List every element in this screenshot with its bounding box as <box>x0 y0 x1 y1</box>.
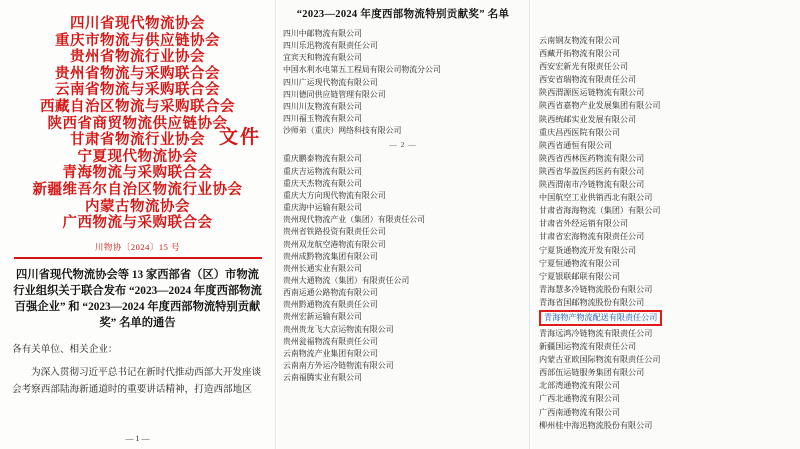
org-line: 甘肃省物流行业协会 <box>70 132 205 149</box>
list-item: 四川德同供应链管理有限公司 <box>283 89 386 99</box>
list-item: 西安省瑞物流有限责任公司 <box>539 75 637 85</box>
list-item: 云南南方外运冷链物流有限公司 <box>283 361 394 371</box>
page-separator: — 2 — <box>389 140 417 150</box>
list-item: 宜宾天和物流有限公司 <box>283 53 362 63</box>
list-item: 宁夏银联邮联有限公司 <box>539 271 620 281</box>
list-item: 重庆海中运输有限公司 <box>283 203 362 213</box>
org-line: 重庆市物流与供应链协会 <box>55 32 220 49</box>
list-item: 四川广运现代物流有限公司 <box>283 77 378 87</box>
list-item: 内蒙古亚欧国际物流有限责任公司 <box>539 355 661 365</box>
highlighted-company-name: 青海物产物流配送有限责任公司 <box>539 310 662 326</box>
org-line: 内蒙古物流协会 <box>85 198 190 215</box>
org-line: 贵州省物流行业协会 <box>70 49 205 66</box>
list-item: 西安宏新光有限责任公司 <box>539 62 629 72</box>
list-item: 重庆大方向现代物流有限公司 <box>283 190 386 200</box>
list-item: 甘肃省宏海物流有限责任公司 <box>539 232 645 242</box>
list-item: 西藏开拓物流有限公司 <box>539 49 620 59</box>
body-paragraph: 为深入贯彻习近平总书记在新时代推动西部大开发座谈会考察西部陆海新通道时的重要讲话精神，打造西部地区 <box>12 366 262 395</box>
list-item: 青海省国邮物流股份有限公司 <box>539 297 645 307</box>
highlighted-list-item-row <box>539 309 792 327</box>
list-item: 陕西省西林医药物流有限公司 <box>539 153 645 163</box>
list-item: 贵州宏新运输有限公司 <box>283 312 362 322</box>
list-item: 贵州长通实业有限公司 <box>283 263 362 273</box>
middle-document-panel <box>277 0 530 449</box>
list-item: 贵州双龙航空港物流有限公司 <box>283 239 386 249</box>
org-line: 陕西省商贸物流供应链协会 <box>47 115 228 132</box>
list-item: 重庆吉运物流有限公司 <box>283 166 362 176</box>
company-list-group-two <box>283 153 523 384</box>
list-item: 重庆天杰物流有限公司 <box>283 178 362 188</box>
list-item: 新疆国运物流有限责任公司 <box>539 342 637 352</box>
left-document-panel <box>0 0 276 449</box>
list-item: 四川中邮物流有限公司 <box>283 29 362 38</box>
list-item: 云南福腾实业有限公司 <box>283 373 362 383</box>
red-divider-line <box>14 257 262 259</box>
list-item: 柳州桂中海迅物流股份有限公司 <box>539 420 653 430</box>
list-item: 贵州现代物流产业（集团）有限责任公司 <box>283 215 426 225</box>
org-line: 宁夏现代物流协会 <box>77 148 198 165</box>
list-item: 广西北通物流有限公司 <box>539 394 620 404</box>
list-item: 陕西省华盈医药医药有限公司 <box>539 166 645 176</box>
list-item: 贵州成黔物流集团有限公司 <box>283 251 378 261</box>
list-item: 陕西渭源医运链物流有限公司 <box>539 88 645 98</box>
right-document-panel <box>531 0 800 449</box>
list-item: 重庆昌西医院有限公司 <box>539 127 620 137</box>
list-item: 中国航空工业供销西北有限公司 <box>539 193 653 203</box>
list-item: 贵州黔通物流有限责任公司 <box>283 300 378 310</box>
list-item: 北部湾通物流有限公司 <box>539 381 620 391</box>
org-line: 四川省现代物流协会 <box>70 16 205 32</box>
org-line: 云南省物流与采购联合会 <box>55 82 220 99</box>
list-item: 陕西渭南市冷链物流有限公司 <box>539 180 645 190</box>
list-item: 广西南通物流有限公司 <box>539 407 620 417</box>
org-line: 广西物流与采购联合会 <box>62 215 213 232</box>
list-item: 四川乐迅物流有限责任公司 <box>283 41 378 51</box>
list-item: 沙师弟（重庆）网络科技有限公司 <box>283 126 402 136</box>
org-line: 西藏自治区物流与采购联合会 <box>40 98 235 115</box>
list-item: 重庆鹏泰物流有限公司 <box>283 154 362 164</box>
document-title: 四川省现代物流协会等 13 家西部省（区）市物流行业组织关于联合发布 “2023—2024 年度西部物流百强企业” 和 “2023—2024 年度西部物流特别贡献奖” 名单的通告 <box>13 268 262 329</box>
list-item: 四川川友物流有限公司 <box>283 101 362 111</box>
list-item: 青海远鸿冷链物流有限责任公司 <box>539 328 653 338</box>
list-item: 西南运通公路物流有限公司 <box>283 288 378 298</box>
body-salutation: 各有关单位、相关企业： <box>12 343 118 355</box>
document-body <box>8 341 267 398</box>
company-list-right <box>539 4 792 432</box>
list-item: 云南物流产业集团有限公司 <box>283 348 378 358</box>
list-item: 中国水利水电第五工程局有限公司物流分公司 <box>283 65 441 75</box>
list-item: 西部伍运链服务集团有限公司 <box>539 368 645 378</box>
list-item: 宁夏货通物流开发有限公司 <box>539 245 637 255</box>
document-number: 川物协〔2024〕15 号 <box>94 241 181 252</box>
list-item: 贵州瓮福物流有限责任公司 <box>283 336 378 346</box>
org-line: 贵州省物流与采购联合会 <box>55 65 220 82</box>
list-item: 青海慧多冷链物流股份有限公司 <box>539 284 653 294</box>
list-item: 四川福玉物流有限公司 <box>283 114 362 124</box>
list-item: 甘肃省海海物流（集团）有限公司 <box>539 206 661 216</box>
list-item: 宁夏恒通物流有限公司 <box>539 258 620 268</box>
list-item: 陕西统邮实业发展有限公司 <box>539 114 637 124</box>
list-item: 甘肃省外经运销有限公司 <box>539 219 629 229</box>
list-item: 贵州省铁路投资有限责任公司 <box>283 227 386 237</box>
org-line: 青海物流与采购联合会 <box>62 165 213 182</box>
list-item: 贵州贵龙飞大京运物流有限公司 <box>283 324 394 334</box>
page-number: — 1 — <box>125 434 150 443</box>
list-item: 陕西省嘉物产业发展集团有限公司 <box>539 101 661 111</box>
org-line: 新疆维吾尔自治区物流行业协会 <box>32 181 243 198</box>
wenjian-label: 文件 <box>218 127 261 148</box>
list-item: 贵州大通物流（集团）有限责任公司 <box>283 275 410 285</box>
award-list-title: “2023—2024 年度西部物流特别贡献奖” 名单 <box>296 9 510 20</box>
list-item: 陕西省通恒有限公司 <box>539 140 612 150</box>
list-item: 云南钢友物流有限公司 <box>539 36 620 45</box>
company-list-group-one <box>283 28 523 137</box>
